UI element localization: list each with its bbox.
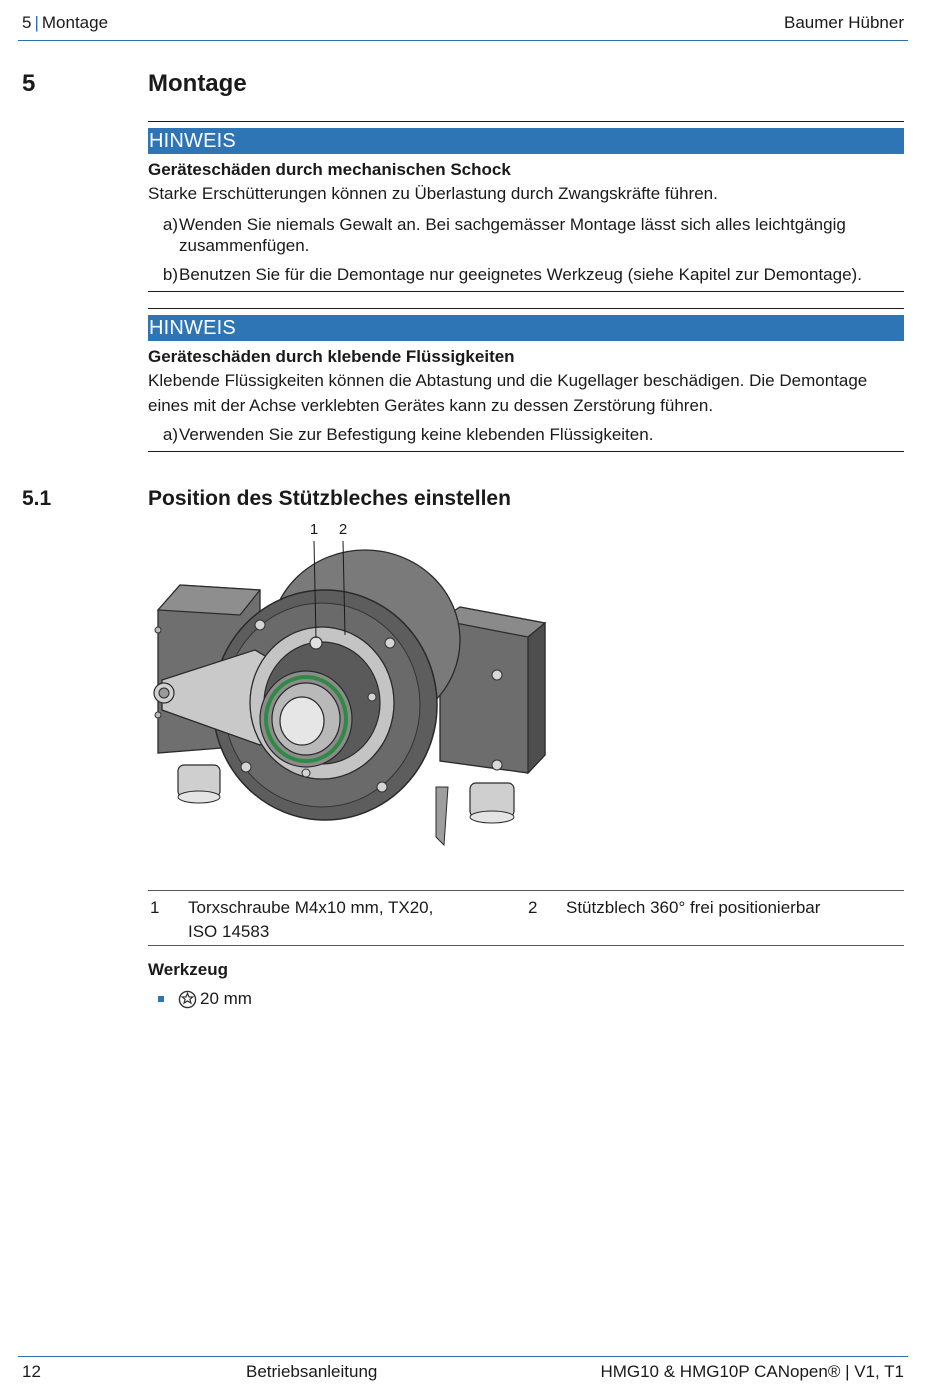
callout-1: 1 — [309, 521, 319, 538]
figure-legend — [148, 890, 904, 946]
right-housing-side — [528, 623, 545, 773]
ring-screw — [368, 693, 376, 701]
subsection-number: 5.1 — [22, 487, 52, 510]
housing-screw — [492, 670, 502, 680]
page-number: 12 — [22, 1362, 41, 1381]
torx-screw — [310, 637, 322, 649]
notice-body: Starke Erschütterungen können zu Überlastung durch Zwangskräfte führen. — [148, 184, 718, 203]
bullet-square-icon — [158, 996, 164, 1002]
notice-item — [148, 264, 904, 285]
header-company: Baumer Hübner — [783, 13, 904, 32]
notice-bottom-rule — [148, 291, 904, 292]
notice-title: Geräteschäden durch klebende Flüssigkeiten — [148, 347, 515, 366]
notice-label: HINWEIS — [148, 315, 904, 341]
header-chapter-number: 5 — [22, 13, 32, 32]
item-text: Benutzen Sie für die Demontage nur geeignetes Werkzeug (siehe Kapitel zur Demontage). — [179, 265, 862, 284]
item-label: a) — [162, 215, 178, 234]
footer-rule — [18, 1356, 908, 1357]
subsection-title: Position des Stützbleches einstellen — [148, 487, 511, 510]
header-chapter-title: Montage — [41, 13, 109, 32]
notice-box-adhesive-liquids — [148, 308, 904, 452]
section-title: Montage — [148, 70, 247, 97]
legend-text-line: Torxschraube M4x10 mm, TX20, — [188, 898, 434, 917]
ring-screw — [302, 769, 310, 777]
callout-2: 2 — [338, 521, 348, 538]
tool-size: 20 mm — [200, 989, 252, 1008]
notice-body-line: Klebende Flüssigkeiten können die Abtastung und die Kugellager beschädigen. Die Demontage — [148, 371, 868, 390]
flange-screw — [255, 620, 265, 630]
item-text — [178, 214, 846, 256]
housing-screw — [492, 760, 502, 770]
cable-gland-left-cap — [178, 791, 220, 803]
notice-box-mechanical-shock — [148, 121, 904, 292]
notice-body — [148, 368, 904, 418]
section-number: 5 — [22, 70, 36, 97]
item-text-line: Wenden Sie niemals Gewalt an. Bei sachgemässer Montage lässt sich alles leichtgängig — [179, 215, 846, 234]
torx-icon — [178, 990, 197, 1009]
header-separator: | — [34, 13, 39, 32]
footer-doc-type: Betriebsanleitung — [246, 1362, 378, 1381]
earthing-strap — [436, 787, 448, 845]
flange-screw — [385, 638, 395, 648]
flange-screw — [241, 762, 251, 772]
notice-item — [148, 424, 904, 445]
shaft-bore — [280, 697, 324, 745]
header-rule — [18, 40, 908, 41]
notice-label: HINWEIS — [148, 128, 904, 154]
notice-item — [148, 214, 904, 256]
item-text-line: zusammenfügen. — [179, 236, 310, 255]
item-text: Verwenden Sie zur Befestigung keine klebenden Flüssigkeiten. — [179, 425, 654, 444]
notice-top-rule — [148, 308, 904, 309]
notice-bottom-rule — [148, 451, 904, 452]
legend-text: Stützblech 360° frei positionierbar — [566, 898, 821, 917]
notice-body-line: eines mit der Achse verklebten Gerätes kann zu dessen Zerstörung führen. — [148, 396, 714, 415]
housing-screw — [155, 627, 161, 633]
item-label: b) — [162, 265, 178, 284]
legend-text — [188, 896, 433, 944]
item-label: a) — [162, 425, 178, 444]
housing-screw — [155, 712, 161, 718]
legend-number: 1 — [150, 898, 160, 917]
cable-gland-right-cap — [470, 811, 514, 823]
legend-number: 2 — [528, 898, 538, 917]
encoder-illustration — [140, 515, 560, 855]
tools-heading: Werkzeug — [148, 960, 228, 979]
legend-bottom-rule — [148, 945, 904, 946]
legend-text-line: ISO 14583 — [188, 922, 270, 941]
notice-title: Geräteschäden durch mechanischen Schock — [148, 160, 511, 179]
notice-top-rule — [148, 121, 904, 122]
running-header-chapter — [22, 13, 108, 33]
tool-list-item — [158, 989, 252, 1009]
footer-product: HMG10 & HMG10P CANopen® | V1, T1 — [600, 1362, 904, 1381]
arm-bolt-head — [159, 688, 169, 698]
legend-row — [148, 891, 904, 945]
flange-screw — [377, 782, 387, 792]
